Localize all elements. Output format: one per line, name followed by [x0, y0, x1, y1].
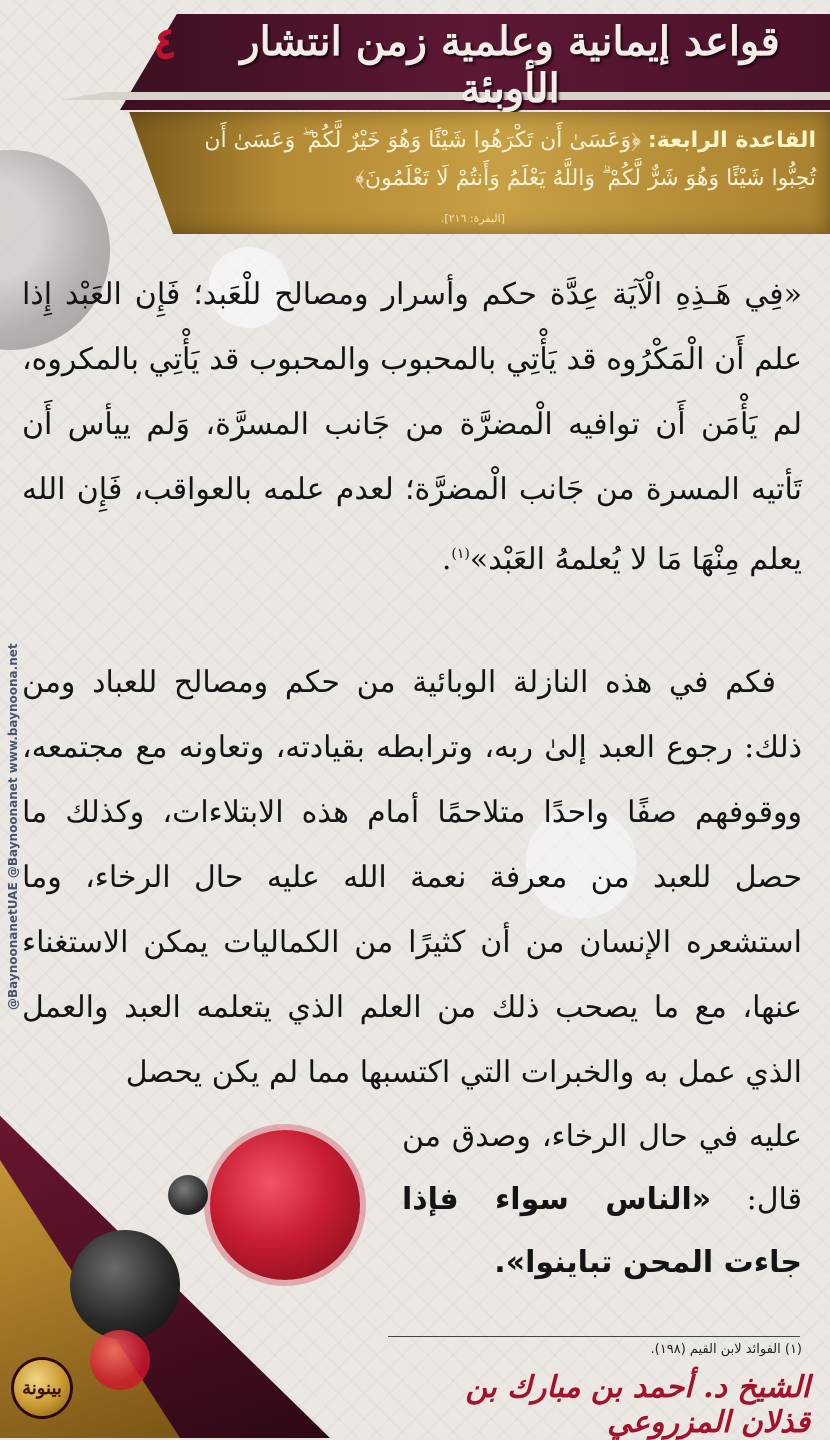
verse-reference: [البقرة: ٢١٦].	[440, 212, 505, 225]
footnote: (١) الفوائد لابن القيم (١٩٨).	[650, 1342, 802, 1357]
main-paragraph: فكم في هذه النازلة الوبائية من حكم ومصالح للعباد ومن ذلك: رجوع العبد إلىٰ ربه، وترابطه بقيادته، وتعاونه مع مجتمعه، ووقوفهم صفًا واحدًا متلاحمًا أمام هذه الابتلاءات، وكذلك ما حصل للعبد من معرفة نعمة الله عليه حال الرخاء، وما استشعره الإنسان من أن كثيرًا من الكماليات يمكن الاستغناء عنها، مع ما يصحب ذلك من العلم الذي يتعلمه العبد والعمل الذي عمل به والخبرات التي اكتسبها مما لم يكن يحصل	[22, 665, 802, 1090]
virus-small-red-icon	[90, 1330, 150, 1390]
page-title: قواعد إيمانية وعلمية زمن انتشار الأوبئة	[240, 18, 780, 112]
closing-lead: عليه في حال الرخاء، وصدق من قال:	[402, 1119, 802, 1217]
logo-glyph: بينونة	[22, 1377, 62, 1399]
author-signature: الشيخ د. أحمد بن مبارك بن قذلان المزروعي	[465, 1370, 810, 1440]
quote-paragraph: «فِي هَـذِهِ الْآيَة عِدَّة حكم وأسرار ومصالح للْعَبد؛ فَإِن العَبْد إِذا علم أَن الْمَكْرُوه قد يَأْتِي بالمحبوب والمحبوب قد يَأْتِي بالمكروه، لم يَأْمَن أَن توافيه الْمضرَّة من جَانب المسرَّة، وَلم ييأس أَن تَأتيه المسرة من جَانب الْمضرَّة؛ لعدم علمه بالعواقب، فَإِن الله يعلم مِنْهَا مَا لا يُعلمهُ العَبْد»$^{(١)}$.	[22, 277, 802, 577]
part-number: ٤	[153, 18, 177, 69]
footnote-marker: (١)	[451, 546, 470, 562]
virus-dark-icon	[70, 1230, 180, 1340]
rule-label: القاعدة الرابعة:	[647, 128, 816, 153]
rule-text	[156, 122, 816, 198]
logo	[14, 1360, 70, 1416]
closing-quote: «الناس سواء فإذا جاءت المحن تباينوا».	[402, 1182, 802, 1280]
closing-paragraph	[402, 1105, 802, 1294]
virus-red-icon	[210, 1130, 360, 1280]
quote-text: «فِي هَـذِهِ الْآيَة عِدَّة حكم وأسرار ومصالح للْعَبد؛ فَإِن العَبْد إِذا علم أَن الْمَكْرُوه قد يَأْتِي بالمحبوب والمحبوب قد يَأْتِي بالمكروه، لم يَأْمَن أَن توافيه الْمضرَّة من جَانب المسرَّة، وَلم ييأس أَن تَأتيه المسرة من جَانب الْمضرَّة؛ لعدم علمه بالعواقب، فَإِن الله يعلم مِنْهَا مَا لا يُعلمهُ العَبْد»	[22, 277, 802, 577]
footnote-divider	[388, 1336, 800, 1337]
virus-small-dark-icon	[168, 1175, 208, 1215]
rule-verse: ﴿وَعَسَىٰ أَن تَكْرَهُوا شَيْئًا وَهُوَ خَيْرٌ لَّكُمْ ۖ وَعَسَىٰ أَن تُحِبُّوا شَيْئًا وَهُوَ شَرٌّ لَّكُمْ ۗ وَاللَّهُ يَعْلَمُ وَأَنتُمْ لَا تَعْلَمُونَ﴾	[204, 128, 816, 191]
social-handles: @BaynoonanetUAE @Baynoonanet www.baynoona.net	[6, 643, 20, 1010]
